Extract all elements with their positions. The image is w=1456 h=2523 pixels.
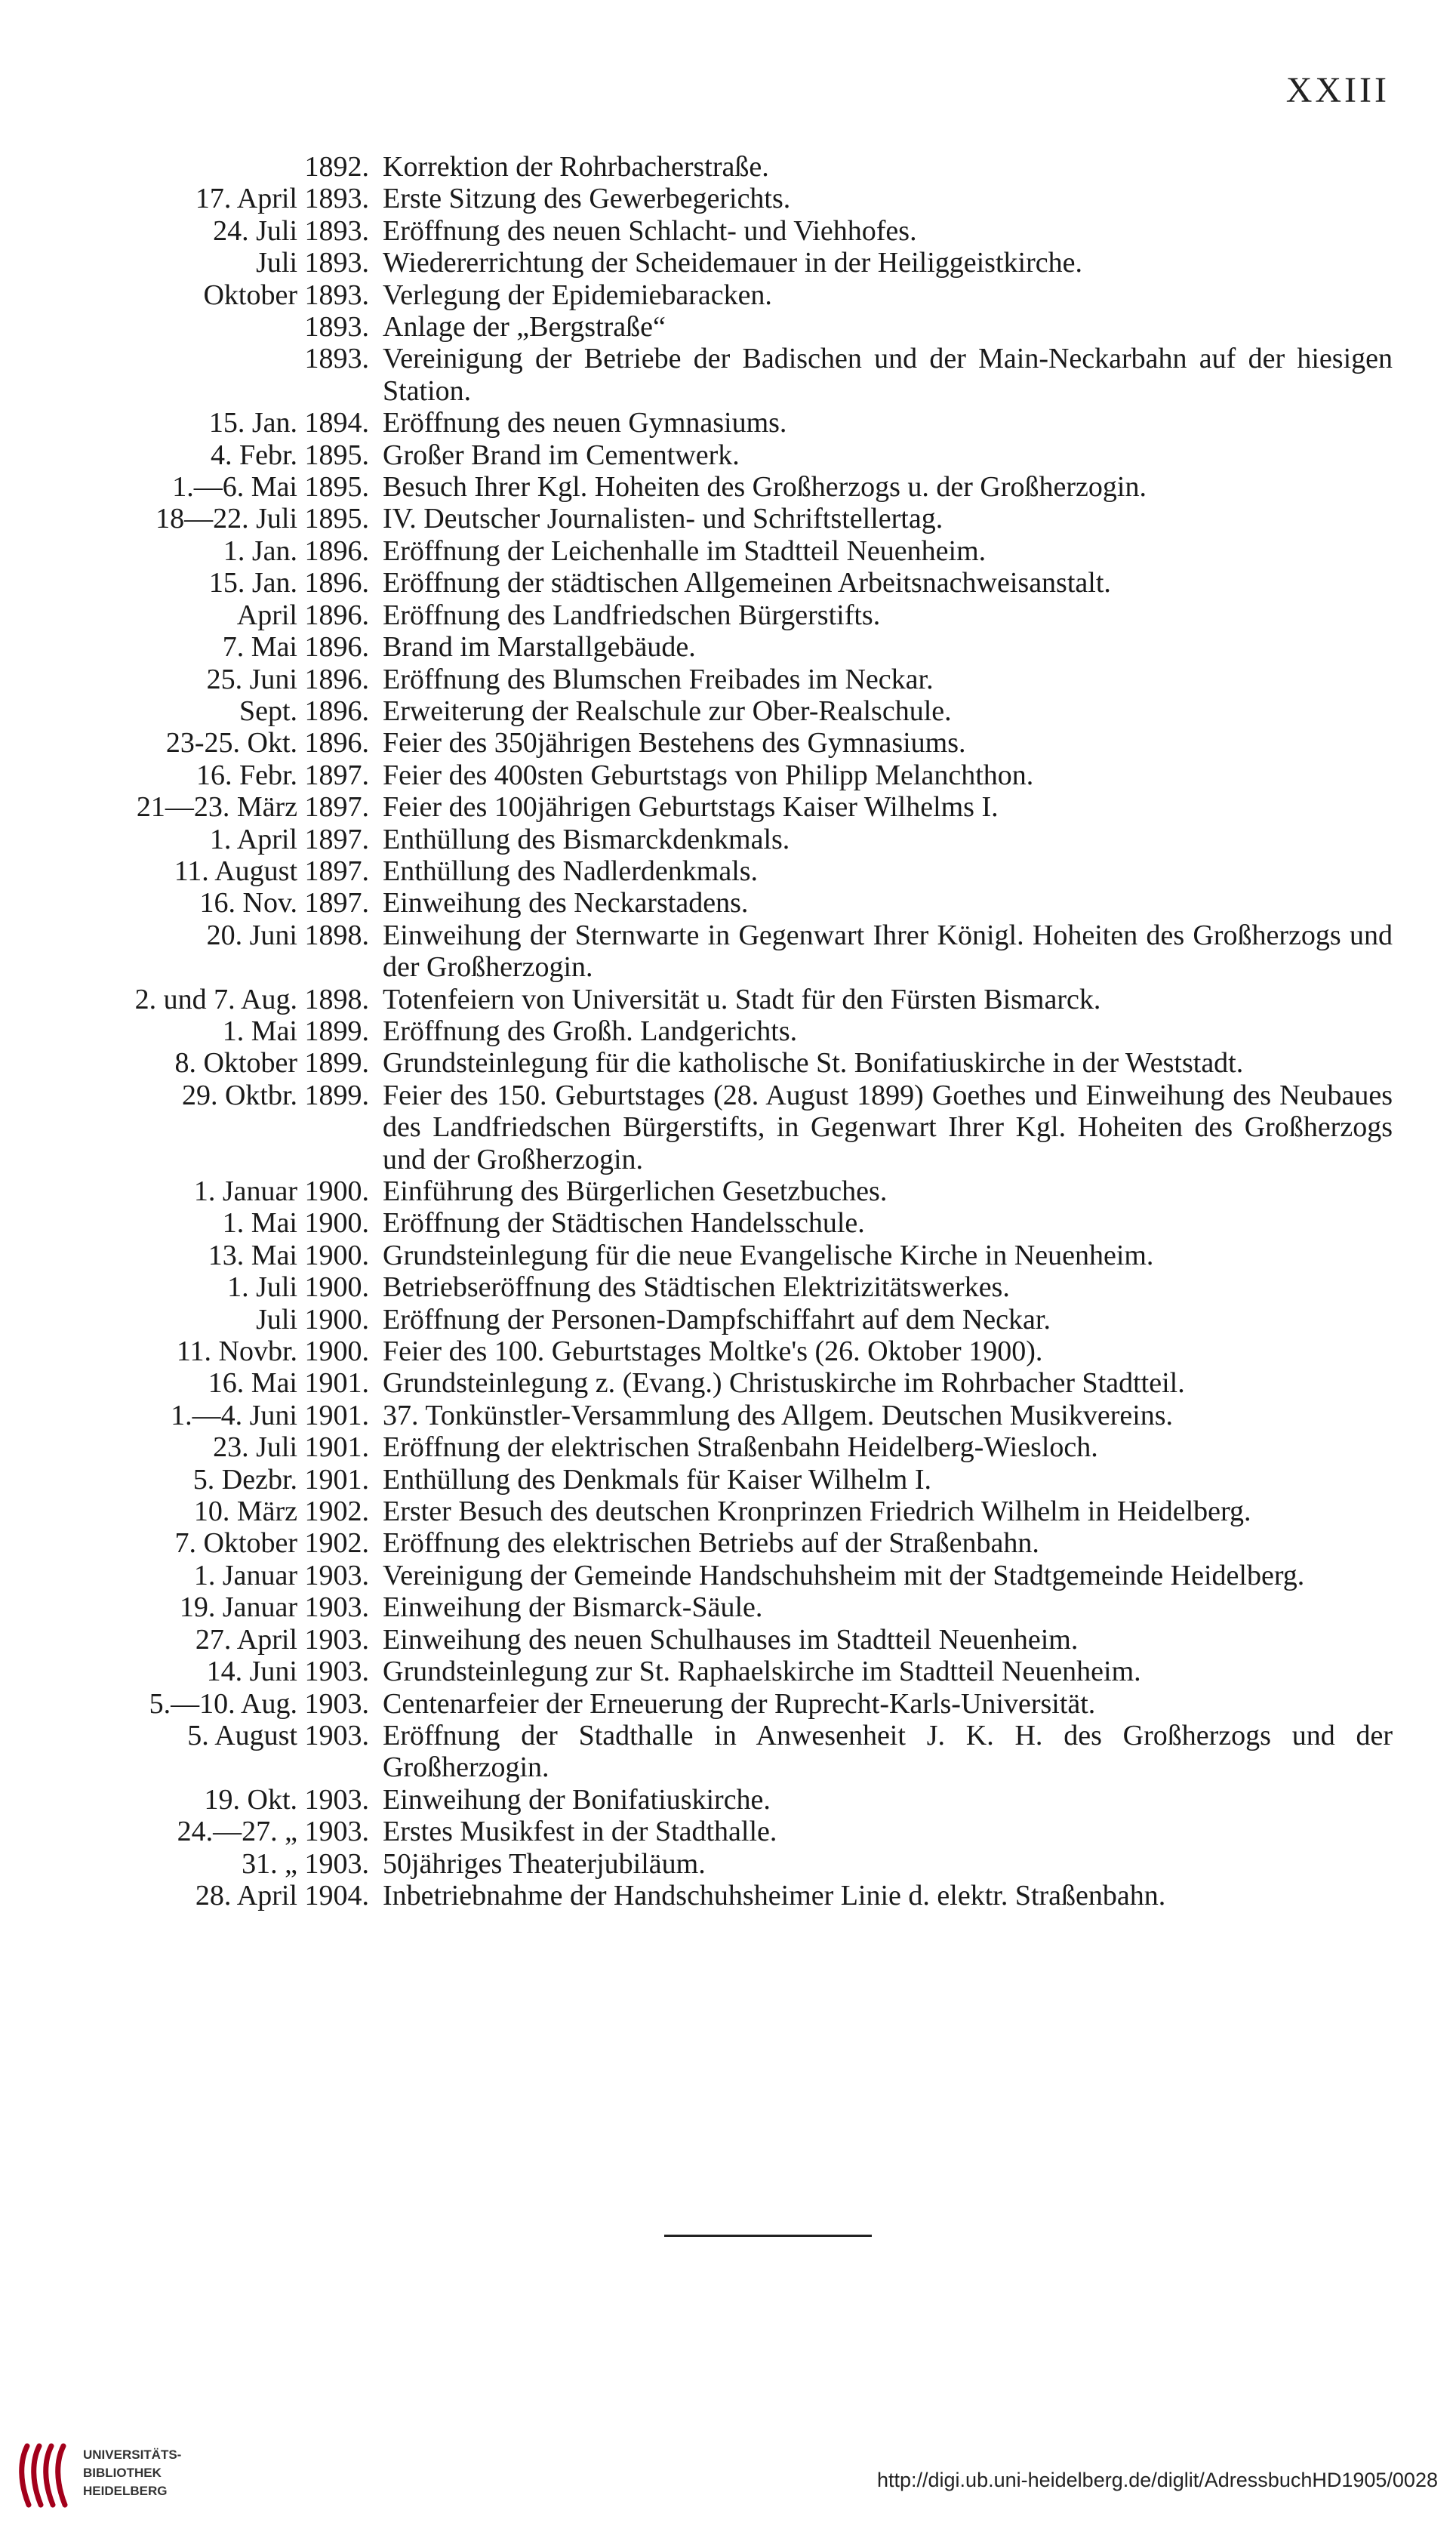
entry-date: 7. Mai 1896. (222, 631, 369, 664)
entry-text: Vereinigung der Betriebe der Badischen und der Main-Neckarbahn auf der hiesigen Station. (383, 343, 1393, 407)
entry-date: 23-25. Okt. 1896. (165, 727, 369, 759)
chronicle-entry (117, 407, 1393, 439)
entry-date: 5.—10. Aug. 1903. (149, 1687, 369, 1720)
library-name-line: BIBLIOTHEK (83, 2466, 162, 2480)
entry-text: Centenarfeier der Erneuerung der Ruprecht-Karls-Universität. (383, 1687, 1096, 1720)
entry-text: Eröffnung der städtischen Allgemeinen Arbeitsnachweisanstalt. (383, 567, 1111, 599)
chronicle-entry (117, 471, 1393, 503)
entry-text: Einweihung der Bismarck-Säule. (383, 1591, 763, 1624)
entry-date: 24.—27. „ 1903. (177, 1816, 369, 1848)
chronicle-entry (117, 1271, 1393, 1303)
chronicle-entry (117, 1560, 1393, 1591)
entry-text: Eröffnung des elektrischen Betriebs auf der Straßenbahn. (383, 1527, 1039, 1560)
entry-date: Juli 1893. (256, 247, 369, 279)
chronicle-entry (117, 1335, 1393, 1367)
entry-text: Eröffnung des Blumschen Freibades im Neckar. (383, 663, 934, 695)
entry-text: Betriebseröffnung des Städtischen Elektrizitätswerkes. (383, 1271, 1010, 1304)
chronicle-entry (117, 1816, 1393, 1847)
entry-text: Feier des 100. Geburtstages Moltke's (26. Oktober 1900). (383, 1335, 1043, 1368)
entry-text: Brand im Marstallgebäude. (383, 631, 696, 664)
entry-date: 1.—6. Mai 1895. (172, 471, 369, 504)
entry-date: 8. Oktober 1899. (174, 1047, 369, 1080)
entry-date: 1. Mai 1900. (222, 1207, 369, 1240)
entry-text: Eröffnung der elektrischen Straßenbahn Heidelberg-Wiesloch. (383, 1431, 1098, 1464)
entry-text: Eröffnung des Großh. Landgerichts. (383, 1015, 798, 1047)
chronicle-entry (117, 727, 1393, 759)
entry-text: Einweihung der Sternwarte in Gegenwart Ihrer Königl. Hoheiten des Großherzogs und der Großherzogin. (383, 919, 1393, 984)
chronicle-entry (117, 1464, 1393, 1496)
source-url[interactable]: http://digi.ub.uni-heidelberg.de/diglit/AdressbuchHD1905/0028 (876, 2469, 1438, 2491)
chronicle-entry (117, 1624, 1393, 1656)
chronicle-entry (117, 1304, 1393, 1335)
chronicle-entry (117, 1496, 1393, 1527)
entry-text: Feier des 350jährigen Bestehens des Gymnasiums. (383, 727, 966, 759)
entry-date: 11. August 1897. (174, 855, 369, 887)
chronicle-entry (117, 535, 1393, 567)
chronicle-entry (117, 1720, 1393, 1784)
entry-date: 15. Jan. 1894. (208, 407, 369, 439)
entry-date: 1893. (304, 343, 369, 375)
entry-text: Eröffnung der Städtischen Handelsschule. (383, 1207, 865, 1240)
entry-date: 24. Juli 1893. (213, 214, 369, 247)
entry-text: Korrektion der Rohrbacherstraße. (383, 151, 769, 183)
chronicle-entry (117, 1240, 1393, 1271)
entry-date: 1. April 1897. (209, 823, 369, 855)
chronicle-entry (117, 1207, 1393, 1239)
entry-text: Eröffnung der Personen-Dampfschiffahrt auf dem Neckar. (383, 1303, 1051, 1335)
entry-date: 27. April 1903. (195, 1623, 369, 1656)
entry-text: Enthüllung des Nadlerdenkmals. (383, 855, 759, 887)
chronicle-entry (117, 920, 1393, 984)
entry-text: Erster Besuch des deutschen Kronprinzen Friedrich Wilhelm in Heidelberg. (383, 1496, 1251, 1528)
entry-date: 5. August 1903. (187, 1719, 369, 1751)
chronicle-entry (117, 887, 1393, 919)
chronicle-entry (117, 1656, 1393, 1687)
library-name-line: UNIVERSITÄTS- (83, 2448, 182, 2462)
entry-date: 29. Oktbr. 1899. (181, 1079, 369, 1111)
entry-date: 25. Juni 1896. (206, 663, 369, 695)
entry-text: Einweihung der Bonifatiuskirche. (383, 1783, 771, 1816)
entry-date: 17. April 1893. (195, 183, 369, 215)
chronicle-entry (117, 631, 1393, 663)
entry-date: 1893. (304, 311, 369, 343)
chronicle-entry (117, 984, 1393, 1015)
entry-text: Enthüllung des Denkmals für Kaiser Wilhelm I. (383, 1463, 932, 1496)
entry-date: 20. Juni 1898. (206, 919, 369, 951)
entry-text: IV. Deutscher Journalisten- und Schriftstellertag. (383, 503, 943, 535)
entry-text: Grundsteinlegung für die katholische St. Bonifatiuskirche in der Weststadt. (383, 1047, 1244, 1080)
entry-text: Einführung des Bürgerlichen Gesetzbuches. (383, 1175, 888, 1207)
entry-text: Eröffnung der Leichenhalle im Stadtteil Neuenheim. (383, 534, 987, 567)
entry-date: 1. Mai 1899. (222, 1015, 369, 1047)
entry-date: 16. Mai 1901. (208, 1367, 369, 1400)
chronicle-entry (117, 1880, 1393, 1912)
entry-date: 7. Oktober 1902. (174, 1527, 369, 1560)
chronicle-entry (117, 151, 1393, 183)
library-logo-icon (17, 2441, 74, 2509)
entry-date: 14. Juni 1903. (206, 1656, 369, 1688)
entry-text: Eröffnung des neuen Schlacht- und Viehhofes. (383, 214, 917, 247)
chronicle-entry (117, 1848, 1393, 1880)
entry-text: Feier des 100jährigen Geburtstags Kaiser Wilhelms I. (383, 791, 999, 824)
entry-text: Totenfeiern von Universität u. Stadt für den Fürsten Bismarck. (383, 983, 1101, 1015)
chronicle-entry (117, 695, 1393, 727)
entry-text: Großer Brand im Cementwerk. (383, 439, 740, 471)
chronicle-entry (117, 343, 1393, 407)
entry-text: Feier des 400sten Geburtstags von Philipp Melanchthon. (383, 759, 1034, 791)
entry-text: Enthüllung des Bismarckdenkmals. (383, 823, 790, 855)
chronicle-entry (117, 791, 1393, 823)
entry-date: 18—22. Juli 1895. (155, 503, 369, 535)
entry-date: Juli 1900. (256, 1303, 369, 1335)
entry-date: 19. Januar 1903. (179, 1591, 369, 1624)
entry-date: 2. und 7. Aug. 1898. (134, 983, 369, 1015)
entry-text: Grundsteinlegung für die neue Evangelische Kirche in Neuenheim. (383, 1239, 1154, 1271)
entry-text: Eröffnung des neuen Gymnasiums. (383, 407, 787, 439)
entry-date: 31. „ 1903. (242, 1847, 369, 1880)
entry-date: 1. Januar 1900. (193, 1175, 369, 1207)
entry-date: 1.—4. Juni 1901. (171, 1399, 369, 1431)
chronicle-entry (117, 664, 1393, 695)
chronicle-list (117, 151, 1393, 1912)
entry-text: Eröffnung des Landfriedschen Bürgerstifts. (383, 599, 881, 631)
chronicle-entry (117, 824, 1393, 855)
entry-date: 11. Novbr. 1900. (176, 1335, 369, 1368)
entry-date: 1. Juli 1900. (227, 1271, 369, 1304)
chronicle-entry (117, 503, 1393, 534)
entry-text: Verlegung der Epidemiebaracken. (383, 279, 772, 311)
entry-date: 1. Jan. 1896. (223, 534, 369, 567)
page-number: XXIII (1285, 70, 1390, 110)
library-name (83, 2446, 181, 2500)
chronicle-entry (117, 247, 1393, 279)
entry-date: April 1896. (236, 599, 369, 631)
chronicle-entry (117, 855, 1393, 887)
entry-date: 1. Januar 1903. (193, 1559, 369, 1591)
entry-date: 28. April 1904. (195, 1879, 369, 1912)
entry-text: Erste Sitzung des Gewerbegerichts. (383, 183, 791, 215)
chronicle-entry (117, 439, 1393, 471)
entry-text: Einweihung des neuen Schulhauses im Stadtteil Neuenheim. (383, 1623, 1079, 1656)
chronicle-entry (117, 311, 1393, 343)
entry-text: Grundsteinlegung zur St. Raphaelskirche im Stadtteil Neuenheim. (383, 1656, 1141, 1688)
chronicle-entry (117, 1688, 1393, 1720)
chronicle-entry (117, 759, 1393, 791)
entry-date: 16. Febr. 1897. (195, 759, 369, 791)
chronicle-entry (117, 1400, 1393, 1431)
chronicle-entry (117, 1047, 1393, 1079)
entry-text: Grundsteinlegung z. (Evang.) Christuskirche im Rohrbacher Stadtteil. (383, 1367, 1185, 1400)
entry-date: 10. März 1902. (193, 1496, 369, 1528)
chronicle-entry (117, 1431, 1393, 1463)
library-name-line: HEIDELBERG (83, 2484, 168, 2498)
entry-text: 37. Tonkünstler-Versammlung des Allgem. Deutschen Musikvereins. (383, 1399, 1174, 1431)
chronicle-entry (117, 1367, 1393, 1399)
entry-text: Erweiterung der Realschule zur Ober-Realschule. (383, 695, 952, 727)
entry-text: Erstes Musikfest in der Stadthalle. (383, 1816, 777, 1848)
entry-date: 16. Nov. 1897. (199, 887, 369, 920)
entry-text: Wiedererrichtung der Scheidemauer in der Heiliggeistkirche. (383, 247, 1082, 279)
entry-text: Anlage der „Bergstraße“ (383, 311, 666, 343)
entry-text: Eröffnung der Stadthalle in Anwesenheit J. K. H. des Großherzogs und der Großherzogin. (383, 1719, 1393, 1784)
entry-text: 50jähriges Theaterjubiläum. (383, 1847, 706, 1880)
entry-date: 15. Jan. 1896. (208, 567, 369, 599)
entry-text: Einweihung des Neckarstadens. (383, 887, 749, 920)
chronicle-entry (117, 599, 1393, 631)
entry-date: 21—23. März 1897. (136, 791, 369, 824)
chronicle-entry (117, 279, 1393, 311)
chronicle-entry (117, 1015, 1393, 1047)
entry-date: 4. Febr. 1895. (210, 439, 369, 471)
entry-date: 19. Okt. 1903. (204, 1783, 369, 1816)
chronicle-entry (117, 1784, 1393, 1816)
entry-text: Besuch Ihrer Kgl. Hoheiten des Großherzogs u. der Großherzogin. (383, 471, 1147, 504)
entry-text: Feier des 150. Geburtstages (28. August 1899) Goethes und Einweihung des Neubaues des Landfriedschen Bürgerstifts, in Gegenwart Ihrer Kgl. Hoheiten des Großherzogs und der Großherzogin. (383, 1079, 1393, 1175)
chronicle-entry (117, 1591, 1393, 1623)
entry-date: 1892. (304, 151, 369, 183)
entry-date: Oktober 1893. (203, 279, 369, 311)
chronicle-entry (117, 215, 1393, 247)
entry-date: 5. Dezbr. 1901. (192, 1463, 369, 1496)
footer (0, 2425, 1456, 2515)
chronicle-entry (117, 183, 1393, 214)
entry-date: 23. Juli 1901. (213, 1431, 369, 1464)
chronicle-entry (117, 1527, 1393, 1559)
entry-text: Vereinigung der Gemeinde Handschuhsheim mit der Stadtgemeinde Heidelberg. (383, 1559, 1305, 1591)
chronicle-entry (117, 1080, 1393, 1175)
entry-date: Sept. 1896. (239, 695, 369, 727)
entry-text: Inbetriebnahme der Handschuhsheimer Linie d. elektr. Straßenbahn. (383, 1879, 1166, 1912)
chronicle-entry (117, 1175, 1393, 1207)
entry-date: 13. Mai 1900. (208, 1239, 369, 1271)
chronicle-entry (117, 567, 1393, 599)
closing-rule (664, 2235, 872, 2237)
